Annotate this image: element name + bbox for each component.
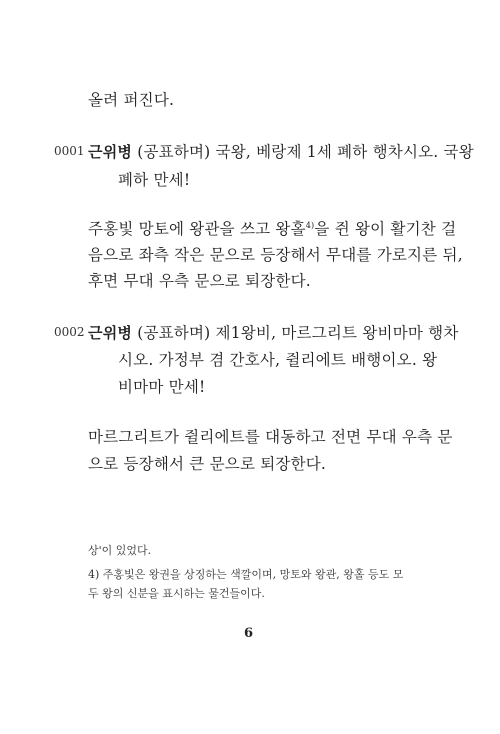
footnote-4-line2: 두 왕의 신분을 표시하는 물건들이다. (88, 587, 265, 600)
stage-direction-1-line3: 후면 무대 우측 문으로 퇴장한다. (88, 272, 311, 290)
stage-direction-1-line1 (88, 217, 456, 239)
speaker-name: 근위병 (88, 143, 133, 161)
speaker-name: 근위병 (88, 324, 133, 342)
line-number-0002: 0002 (54, 325, 85, 339)
dialogue-text: (공표하며) 제1왕비, 마르그리트 왕비마마 행차 (132, 324, 459, 342)
footnote-4-line1: 4) 주홍빛은 왕권을 상징하는 색깔이며, 망토와 왕관, 왕홀 등도 모 (88, 568, 404, 581)
stage-text: 주홍빛 망토에 왕관을 쓰고 왕홀 (88, 220, 306, 238)
dialogue-0002-line2: 시오. 가정부 겸 간호사, 쥘리에트 배행이오. 왕 (118, 351, 438, 369)
dialogue-text: (공표하며) 국왕, 베랑제 1세 폐하 행차시오. 국왕 (132, 143, 474, 161)
dialogue-0001-line1 (88, 140, 474, 162)
stage-direction-2-line2: 으로 등장해서 큰 문으로 퇴장한다. (88, 455, 327, 473)
dialogue-0002-line3: 비마마 만세! (118, 378, 206, 396)
footnote-ref-4: 4) (305, 220, 315, 230)
dialogue-0001-line2: 폐하 만세! (118, 171, 191, 189)
stage-direction-1-line2: 음으로 좌측 작은 문으로 등장해서 무대를 가로지른 뒤, (88, 246, 463, 264)
continuation-line: 올려 퍼진다. (88, 91, 175, 109)
stage-text: 을 쥔 왕이 활기찬 걸 (314, 220, 457, 238)
dialogue-0002-line1 (88, 321, 459, 343)
line-number-0001: 0001 (54, 144, 85, 158)
stage-direction-2-line1: 마르그리트가 쥘리에트를 대동하고 전면 무대 우측 문 (88, 428, 453, 446)
footnote-continuation: 상'이 있었다. (88, 544, 152, 557)
page-number: 6 (244, 626, 254, 641)
